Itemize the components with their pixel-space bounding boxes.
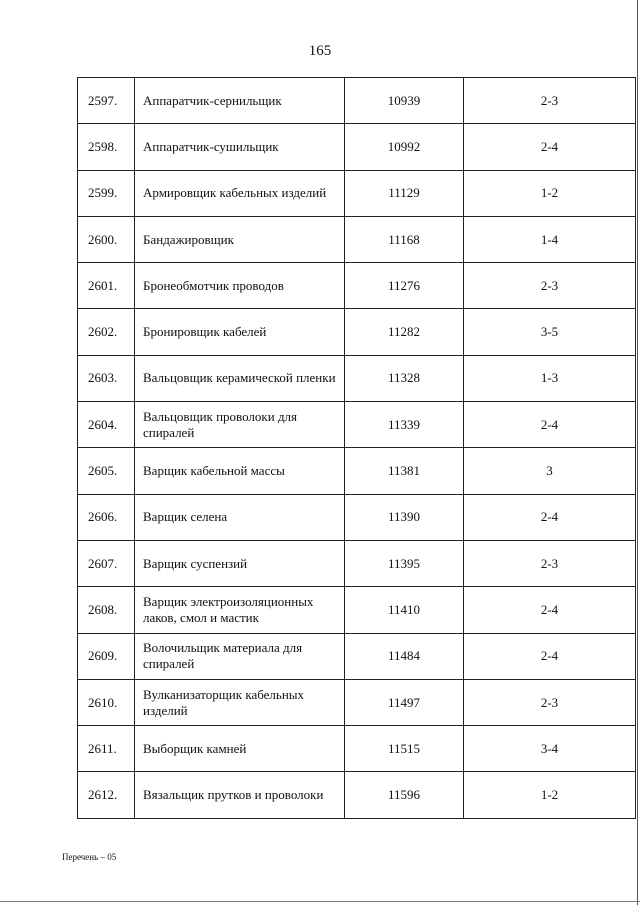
row-number-cell: 2605. — [78, 448, 135, 494]
profession-name-cell: Варщик кабельной массы — [135, 448, 345, 494]
profession-code-cell: 11390 — [345, 494, 464, 540]
grade-range-cell: 2-3 — [464, 679, 636, 725]
profession-code-cell: 10992 — [345, 124, 464, 170]
grade-range-cell: 2-4 — [464, 633, 636, 679]
row-number-cell: 2609. — [78, 633, 135, 679]
profession-name-cell: Вулканизаторщик кабельных изделий — [135, 679, 345, 725]
profession-code-cell: 10939 — [345, 78, 464, 124]
row-number-cell: 2600. — [78, 216, 135, 262]
profession-code-cell: 11395 — [345, 540, 464, 586]
profession-name-cell: Бронировщик кабелей — [135, 309, 345, 355]
profession-name-cell: Вязальщик прутков и проволоки — [135, 772, 345, 818]
profession-name-cell: Вальцовщик проволоки для спиралей — [135, 402, 345, 448]
table-row — [78, 587, 636, 633]
profession-name-cell: Выборщик камней — [135, 726, 345, 772]
grade-range-cell: 2-4 — [464, 587, 636, 633]
profession-table — [77, 77, 636, 819]
grade-range-cell: 2-3 — [464, 78, 636, 124]
grade-range-cell: 2-3 — [464, 263, 636, 309]
row-number-cell: 2598. — [78, 124, 135, 170]
row-number-cell: 2604. — [78, 402, 135, 448]
row-number-cell: 2610. — [78, 679, 135, 725]
grade-range-cell: 2-4 — [464, 494, 636, 540]
table-row — [78, 633, 636, 679]
profession-code-cell: 11596 — [345, 772, 464, 818]
grade-range-cell: 1-2 — [464, 170, 636, 216]
grade-range-cell: 3-4 — [464, 726, 636, 772]
profession-code-cell: 11410 — [345, 587, 464, 633]
table-row — [78, 263, 636, 309]
table-row — [78, 216, 636, 262]
row-number-cell: 2612. — [78, 772, 135, 818]
scan-edge-bottom — [0, 901, 640, 902]
row-number-cell: 2611. — [78, 726, 135, 772]
profession-name-cell: Варщик электроизоляционных лаков, смол и мастик — [135, 587, 345, 633]
profession-name-cell: Вальцовщик керамической пленки — [135, 355, 345, 401]
profession-code-cell: 11276 — [345, 263, 464, 309]
table-row — [78, 772, 636, 818]
table-row — [78, 679, 636, 725]
profession-name-cell: Аппаратчик-сушильщик — [135, 124, 345, 170]
row-number-cell: 2608. — [78, 587, 135, 633]
scan-edge-right — [637, 0, 638, 905]
page-number: 165 — [308, 43, 332, 59]
profession-name-cell: Бандажировщик — [135, 216, 345, 262]
profession-name-cell: Варщик селена — [135, 494, 345, 540]
table-row — [78, 402, 636, 448]
profession-code-cell: 11129 — [345, 170, 464, 216]
grade-range-cell: 2-4 — [464, 124, 636, 170]
row-number-cell: 2606. — [78, 494, 135, 540]
profession-code-cell: 11381 — [345, 448, 464, 494]
row-number-cell: 2599. — [78, 170, 135, 216]
table-row — [78, 448, 636, 494]
row-number-cell: 2603. — [78, 355, 135, 401]
profession-code-cell: 11282 — [345, 309, 464, 355]
row-number-cell: 2602. — [78, 309, 135, 355]
grade-range-cell: 1-2 — [464, 772, 636, 818]
row-number-cell: 2601. — [78, 263, 135, 309]
table-row — [78, 355, 636, 401]
table-row — [78, 726, 636, 772]
table-row — [78, 309, 636, 355]
grade-range-cell: 3-5 — [464, 309, 636, 355]
table-row — [78, 170, 636, 216]
profession-code-cell: 11328 — [345, 355, 464, 401]
profession-code-cell: 11339 — [345, 402, 464, 448]
table-row — [78, 494, 636, 540]
profession-code-cell: 11515 — [345, 726, 464, 772]
grade-range-cell: 1-4 — [464, 216, 636, 262]
profession-name-cell: Бронеобмотчик проводов — [135, 263, 345, 309]
table-row — [78, 540, 636, 586]
profession-name-cell: Аппаратчик-сернильщик — [135, 78, 345, 124]
profession-name-cell: Волочильщик материала для спиралей — [135, 633, 345, 679]
profession-name-cell: Варщик суспензий — [135, 540, 345, 586]
profession-code-cell: 11497 — [345, 679, 464, 725]
grade-range-cell: 3 — [464, 448, 636, 494]
table-row — [78, 78, 636, 124]
grade-range-cell: 2-3 — [464, 540, 636, 586]
profession-code-cell: 11168 — [345, 216, 464, 262]
table-row — [78, 124, 636, 170]
grade-range-cell: 1-3 — [464, 355, 636, 401]
footer-label: Перечень – 05 — [62, 852, 117, 862]
profession-code-cell: 11484 — [345, 633, 464, 679]
grade-range-cell: 2-4 — [464, 402, 636, 448]
row-number-cell: 2607. — [78, 540, 135, 586]
row-number-cell: 2597. — [78, 78, 135, 124]
profession-name-cell: Армировщик кабельных изделий — [135, 170, 345, 216]
table-body — [78, 78, 636, 819]
